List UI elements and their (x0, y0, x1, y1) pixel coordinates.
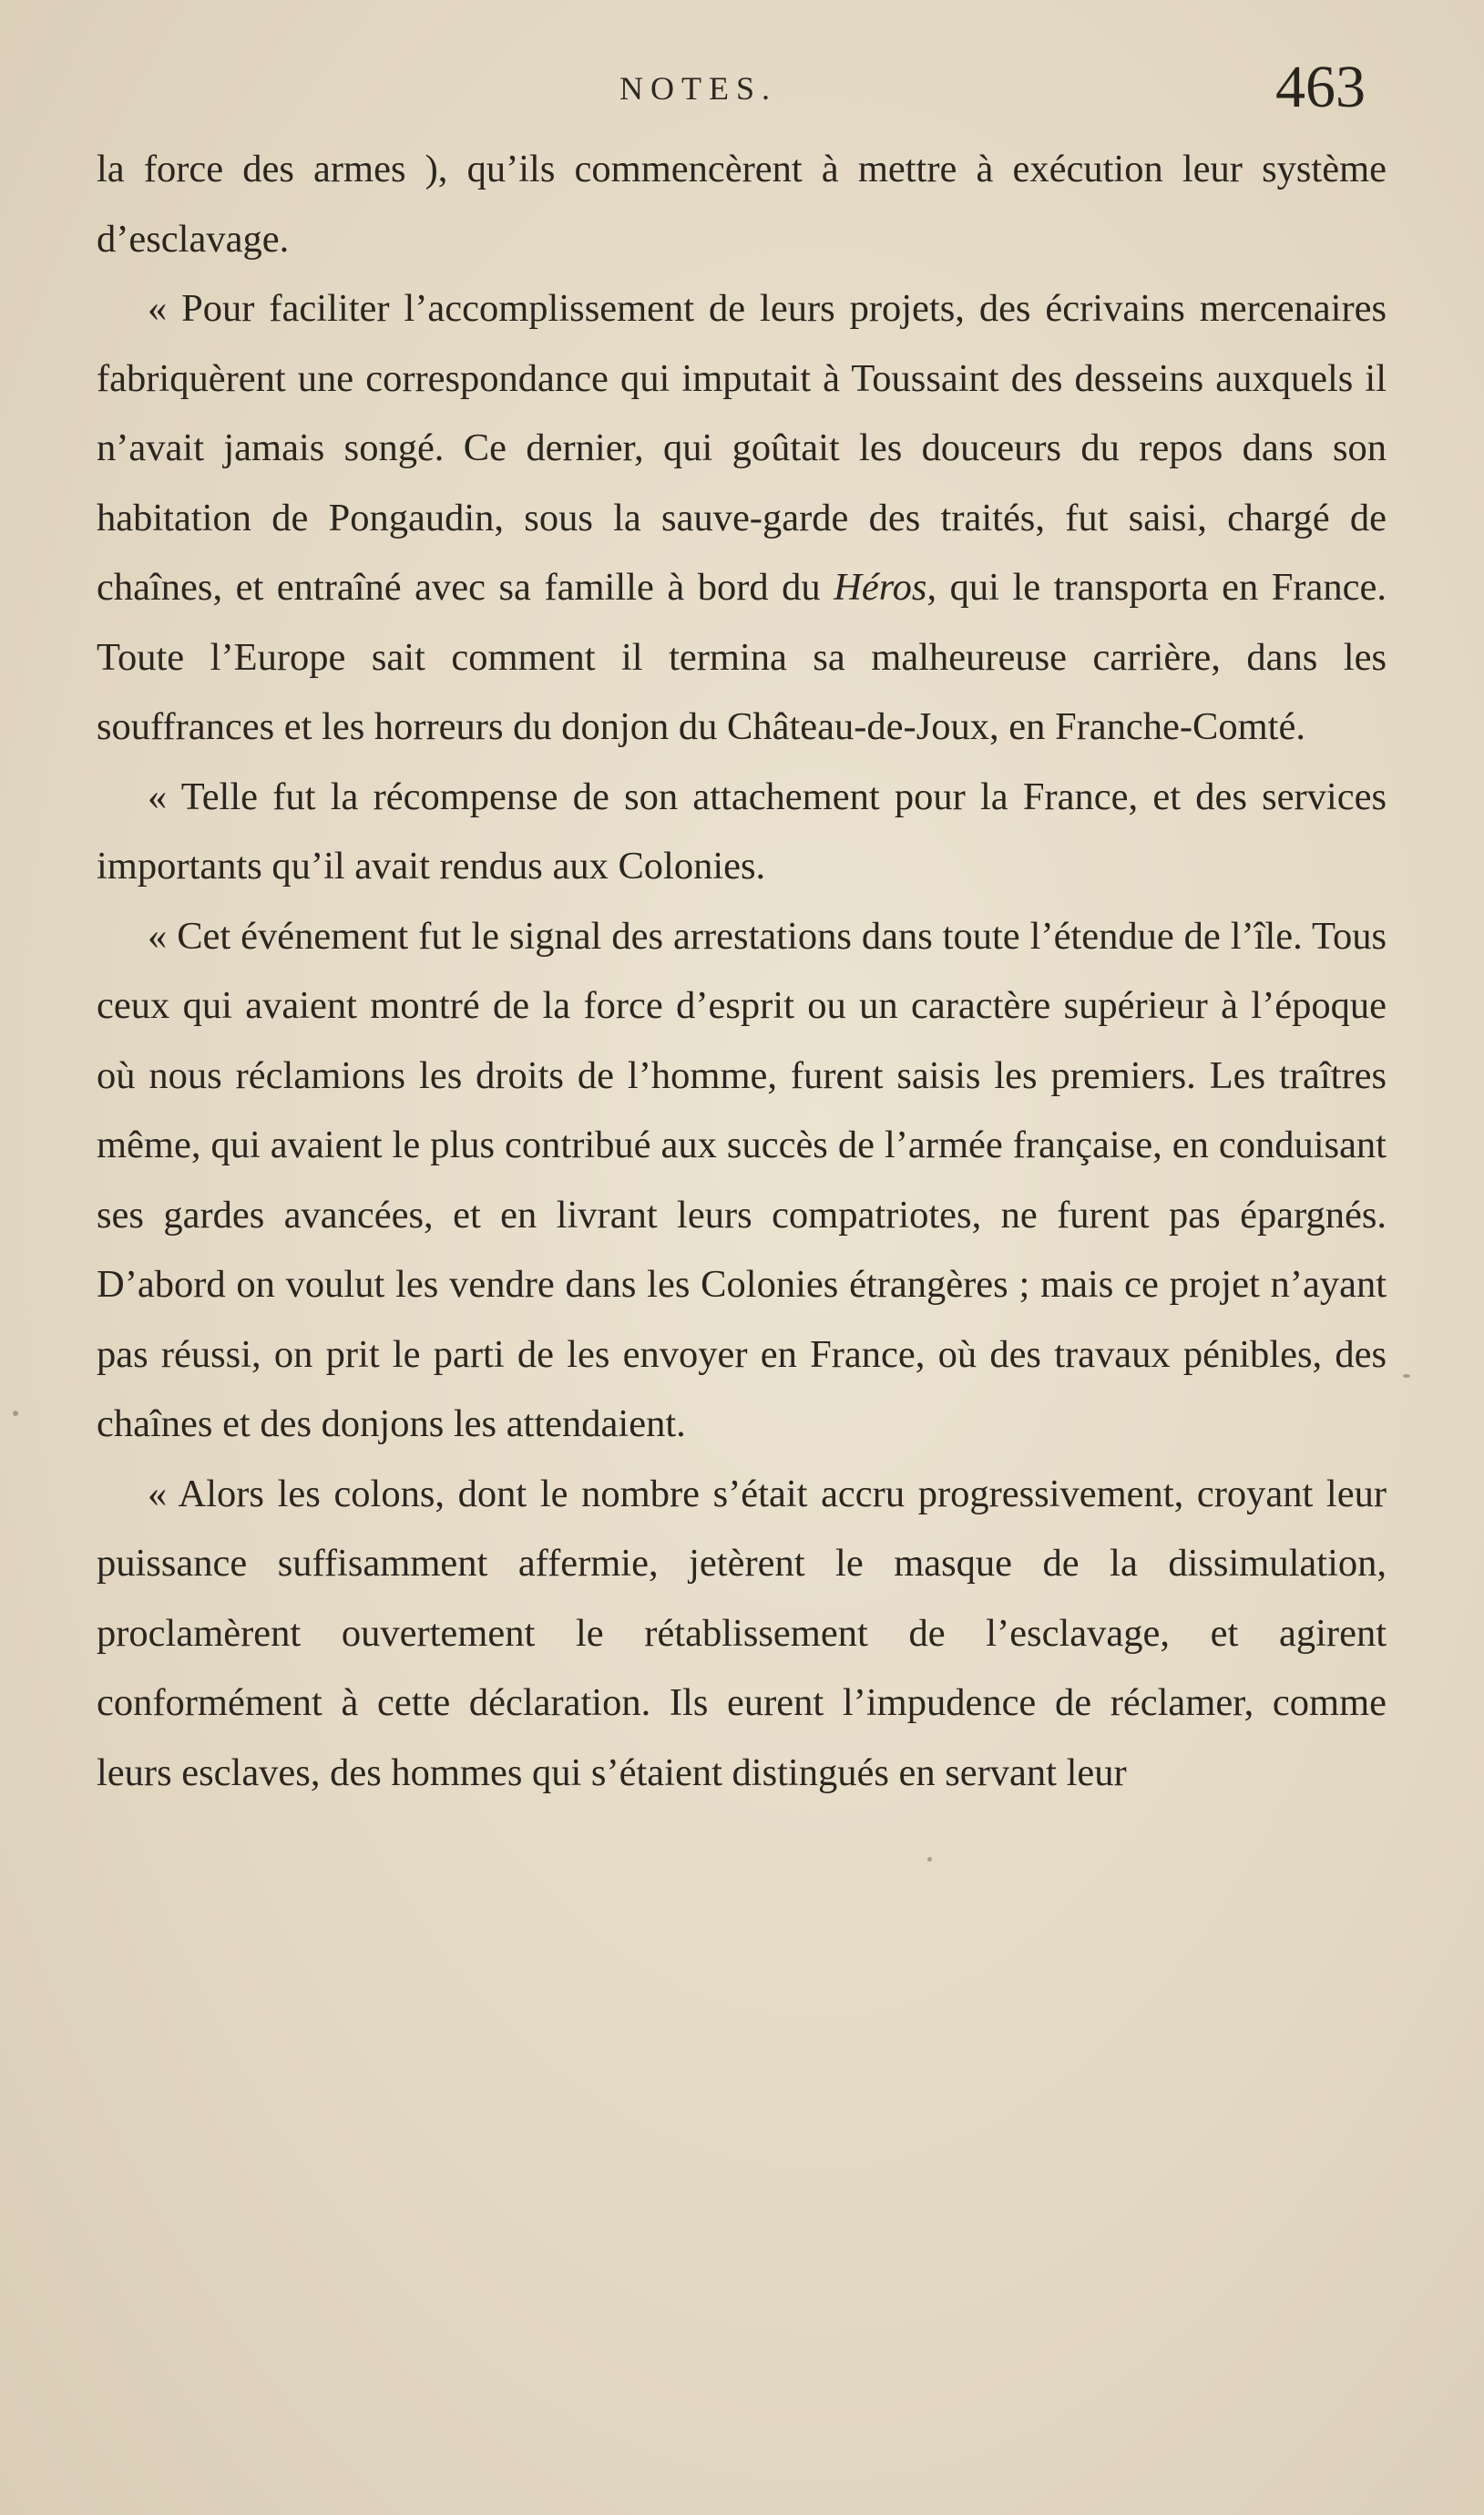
paper-speck (927, 1857, 932, 1862)
paragraph-4: « Cet événement fut le signal des arrestations dans toute l’étendue de l’île. Tous ceux qui avaient montré de la force d’esprit ou un caractère supérieur à l’époque où nous réclamions les droits de l’homme, furent saisis les premiers. Les traîtres même, qui avaient le plus contribué aux succès de l’armée française, en conduisant ses gardes avancées, et en livrant leurs compatriotes, ne furent pas épargnés. D’abord on voulut les vendre dans les Colonies étrangères ; mais ce projet n’ayant pas réussi, on prit le parti de les envoyer en France, où des travaux pénibles, des chaînes et des donjons les attendaient. (97, 914, 1387, 1445)
paragraph-2-text-before: « Pour faciliter l’accomplissement de leurs projets, des écrivains mercenaires fabriquèrent une correspondance qui imputait à Toussaint des desseins auxquels il n’avait jamais songé. Ce dernier, qui goûtait les douceurs du repos dans son habitation de Pongaudin, sous la sauve-garde des traités, fut saisi, chargé de chaînes, et entraîné avec sa famille à bord du (97, 287, 1387, 609)
paper-speck (13, 1411, 18, 1416)
running-head-title: NOTES. (619, 70, 777, 107)
paragraph-5: « Alors les colons, dont le nombre s’était accru progressivement, croyant leur puissance suffisamment affermie, jetèrent le masque de la dissimulation, proclamèrent ouvertement le rétablissement de l’esclavage, et agirent conformément à cette déclaration. Ils eurent l’impudence de réclamer, comme leurs esclaves, des hommes qui s’étaient distingués en servant leur (97, 1472, 1387, 1794)
ship-name: Héros (834, 566, 927, 609)
paragraph-3: « Telle fut la récompense de son attachement pour la France, et des services importants qu’il avait rendus aux Colonies. (97, 775, 1387, 888)
paragraph-1: la force des armes ), qu’ils commencèrent à mettre à exécution leur système d’esclavage. (97, 148, 1387, 261)
paragraph-2 (97, 274, 1387, 763)
paper-speck (1403, 1374, 1410, 1378)
body-text (97, 135, 1387, 1808)
running-head (0, 53, 1484, 135)
page-number: 463 (1275, 54, 1366, 120)
paragraph-2-text-after: , qui le transporta en France. Toute l’Europe sait comment il termina sa malheureuse carrière, dans les souffrances et les horreurs du donjon du Château-de-Joux, en Franche-Comté. (97, 566, 1387, 748)
